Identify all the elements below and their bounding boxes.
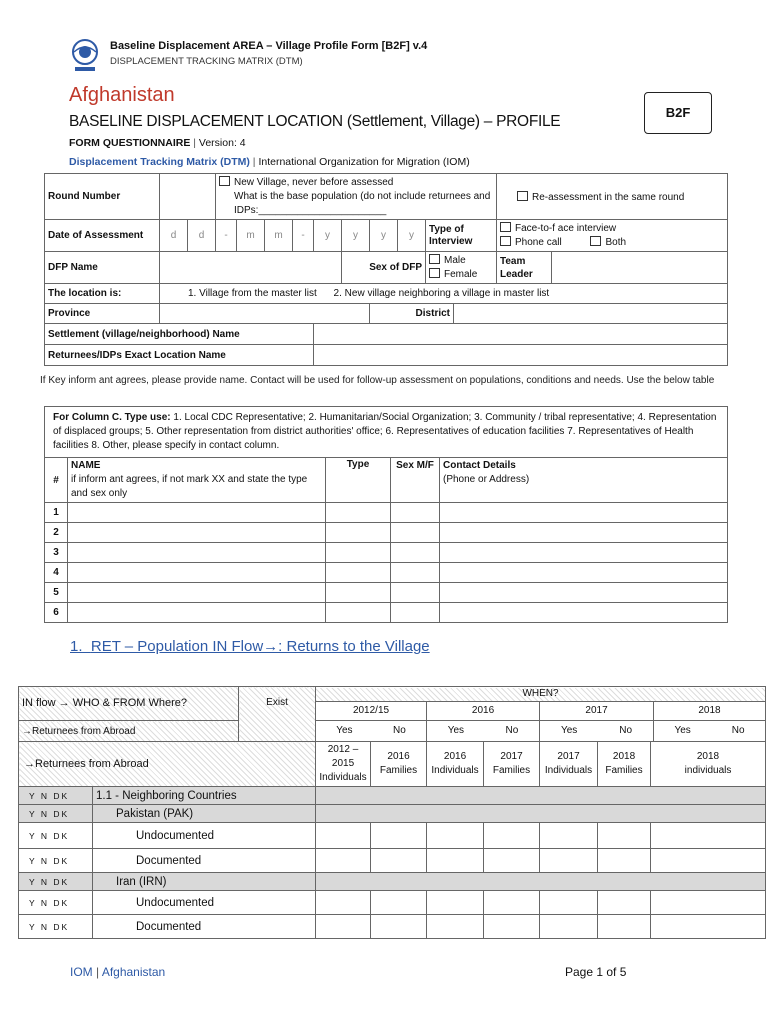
male-option[interactable]: Male <box>429 254 493 268</box>
value-cell[interactable] <box>371 823 427 849</box>
ynd-options[interactable]: Y N DK <box>19 849 93 873</box>
contact-cell[interactable] <box>440 503 728 523</box>
header-subtitle: DISPLACEMENT TRACKING MATRIX (DTM) <box>110 56 303 67</box>
type-cell[interactable] <box>326 563 391 583</box>
round-number-label: Round Number <box>45 174 160 220</box>
ynd-options[interactable]: Y N DK <box>19 805 93 823</box>
round-number-field[interactable] <box>160 174 216 220</box>
new-village-checkbox[interactable] <box>219 176 230 186</box>
type-of-interview-label: Type of Interview <box>426 220 497 252</box>
value-cell[interactable] <box>540 915 598 939</box>
assessment-form-table <box>44 173 728 366</box>
value-cell[interactable] <box>316 915 371 939</box>
row-number: 3 <box>45 543 68 563</box>
col-2012-15-individuals: 2012 – 2015 Individuals <box>316 742 371 787</box>
dtm-line: Displacement Tracking Matrix (DTM) | International Organization for Migration (IOM) <box>69 156 470 168</box>
header-title: Baseline Displacement AREA – Village Profile Form [B2F] v.4 <box>110 40 428 52</box>
row-number: 1 <box>45 503 68 523</box>
team-leader-field[interactable] <box>552 252 728 284</box>
province-label: Province <box>45 304 160 324</box>
male-checkbox[interactable] <box>429 254 440 264</box>
value-cell[interactable] <box>427 823 484 849</box>
value-cell[interactable] <box>540 849 598 873</box>
table-row <box>45 563 728 583</box>
ynd-options[interactable]: Y N DK <box>19 823 93 849</box>
returnees-abroad-header: →Returnees from Abroad <box>19 742 316 787</box>
location-option-2[interactable]: 2. New village neighboring a village in master list <box>333 288 550 299</box>
table-row <box>19 805 766 823</box>
col-2018-families: 2018 Families <box>598 742 651 787</box>
name-cell[interactable] <box>68 503 326 523</box>
shaded-cell <box>316 805 766 823</box>
category-label: Pakistan (PAK) <box>93 805 316 823</box>
col-contact-header: Contact Details <box>443 460 516 471</box>
female-option[interactable]: Female <box>429 268 493 282</box>
col-2017-families: 2017 Families <box>484 742 540 787</box>
col-2018-individuals: 2018 individuals <box>651 742 766 787</box>
sex-cell[interactable] <box>391 583 440 603</box>
name-cell[interactable] <box>68 583 326 603</box>
exact-location-field[interactable] <box>314 345 728 366</box>
category-label: Undocumented <box>93 891 316 915</box>
dtm-name: Displacement Tracking Matrix (DTM) <box>69 156 250 168</box>
form-questionnaire-line: FORM QUESTIONNAIRE | Version: 4 <box>69 137 246 149</box>
face-to-face-option[interactable]: Face-to-f ace interview <box>500 222 724 236</box>
value-cell[interactable] <box>316 823 371 849</box>
col-contact-sub: (Phone or Address) <box>443 474 530 485</box>
category-label: Undocumented <box>93 823 316 849</box>
table-row <box>45 523 728 543</box>
date-cell[interactable]: d <box>188 220 216 252</box>
no-label: No <box>393 725 406 736</box>
ynd-options[interactable]: Y N DK <box>19 873 93 891</box>
no-label: No <box>731 725 745 736</box>
table-row <box>45 603 728 623</box>
date-cell: - <box>293 220 314 252</box>
year-2018: 2018 <box>698 704 721 716</box>
value-cell[interactable] <box>427 849 484 873</box>
table-row <box>19 787 766 805</box>
year-2012-15: 2012/15 <box>316 702 427 720</box>
team-leader-label: Team Leader <box>497 252 552 284</box>
contact-cell[interactable] <box>440 543 728 563</box>
col-sex-header: Sex M/F <box>391 458 440 503</box>
new-village-option[interactable]: New Village, never before assessed <box>219 176 493 190</box>
no-label: No <box>505 725 519 736</box>
value-cell[interactable] <box>540 823 598 849</box>
row-number: 4 <box>45 563 68 583</box>
col-2016-individuals: 2016 Individuals <box>427 742 484 787</box>
ynd-options[interactable]: Y N DK <box>19 787 93 805</box>
col-2017-individuals: 2017 Individuals <box>540 742 598 787</box>
district-field[interactable] <box>454 304 728 324</box>
sex-of-dfp-label: Sex of DFP <box>342 252 426 284</box>
contact-cell[interactable] <box>440 603 728 623</box>
value-cell[interactable] <box>371 915 427 939</box>
col-name-header: NAME <box>71 460 101 471</box>
district-label: District <box>370 304 454 324</box>
date-cell[interactable]: y <box>398 220 426 252</box>
location-option-1[interactable]: 1. Village from the master list <box>188 288 317 299</box>
date-cell[interactable]: m <box>237 220 265 252</box>
name-cell[interactable] <box>68 523 326 543</box>
sex-cell[interactable] <box>391 563 440 583</box>
reassessment-checkbox[interactable] <box>517 191 528 201</box>
type-cell[interactable] <box>326 523 391 543</box>
type-legend-label: For Column C. Type use: <box>53 412 171 423</box>
value-cell[interactable] <box>427 915 484 939</box>
value-cell[interactable] <box>484 891 540 915</box>
year-2017: 2017 <box>540 702 654 720</box>
sex-cell[interactable] <box>391 603 440 623</box>
contacts-table <box>44 406 728 623</box>
both-option[interactable]: Both <box>590 237 626 248</box>
contact-cell[interactable] <box>440 563 728 583</box>
col-name-sub: if inform ant agrees, if not mark XX and state the type and sex only <box>71 474 308 499</box>
category-label: Documented <box>93 849 316 873</box>
row-number: 6 <box>45 603 68 623</box>
section-1-number: 1. <box>70 638 83 655</box>
name-cell[interactable] <box>68 603 326 623</box>
value-cell[interactable] <box>598 823 651 849</box>
form-code-badge: B2F <box>644 92 712 134</box>
both-checkbox[interactable] <box>590 236 601 246</box>
row-number: 5 <box>45 583 68 603</box>
female-checkbox[interactable] <box>429 268 440 278</box>
returnees-abroad-subheader: →Returnees from Abroad <box>19 721 239 742</box>
no-label: No <box>619 725 633 736</box>
date-cell[interactable]: y <box>314 220 342 252</box>
iom-name: International Organization for Migration (IOM) <box>258 156 470 168</box>
phone-call-checkbox[interactable] <box>500 236 511 246</box>
section-1-heading <box>70 638 430 655</box>
settlement-name-field[interactable] <box>314 324 728 345</box>
shaded-cell <box>316 873 766 891</box>
col-2016-families: 2016 Families <box>371 742 427 787</box>
form-questionnaire-label: FORM QUESTIONNAIRE <box>69 137 191 149</box>
informant-instructions: If Key inform ant agrees, please provide name. Contact will be used for follow-up assessment on populations, conditions and needs. Use the below table <box>40 375 715 386</box>
value-cell[interactable] <box>651 891 766 915</box>
value-cell[interactable] <box>316 891 371 915</box>
type-cell[interactable] <box>326 503 391 523</box>
col-num-header: # <box>45 458 68 503</box>
date-cell: - <box>216 220 237 252</box>
table-row <box>45 543 728 563</box>
value-cell[interactable] <box>484 849 540 873</box>
value-cell[interactable] <box>651 823 766 849</box>
value-cell[interactable] <box>598 849 651 873</box>
footer-country: Afghanistan <box>101 965 166 979</box>
value-cell[interactable] <box>371 849 427 873</box>
value-cell[interactable] <box>540 891 598 915</box>
inflow-header: IN flow → WHO & FROM Where? <box>19 687 239 721</box>
footer-org: IOM <box>70 965 93 979</box>
table-row <box>19 849 766 873</box>
sex-cell[interactable] <box>391 543 440 563</box>
name-cell[interactable] <box>68 543 326 563</box>
type-cell[interactable] <box>326 583 391 603</box>
shaded-cell <box>316 787 766 805</box>
date-cell[interactable]: d <box>160 220 188 252</box>
contact-cell[interactable] <box>440 523 728 543</box>
date-of-assessment-label: Date of Assessment <box>45 220 160 252</box>
returns-table <box>18 686 766 939</box>
province-field[interactable] <box>160 304 370 324</box>
table-row <box>19 891 766 915</box>
table-row <box>19 873 766 891</box>
date-cell[interactable]: m <box>265 220 293 252</box>
yes-label: Yes <box>336 725 353 736</box>
type-legend-text: 1. Local CDC Representative; 2. Humanitarian/Social Organization; 3. Community / tribal representative; 4. Representation of displaced groups; 5. Other representation from district authorities' office; 6. Representatives of education facilities 7. Representatives of Health facilities 8. Other, please specify in contact column. <box>53 412 717 451</box>
base-population-field[interactable]: What is the base population (do not include returnees and IDPs:_______________________ <box>234 190 491 216</box>
location-options[interactable] <box>160 284 728 304</box>
page-number: Page 1 of 5 <box>565 965 627 979</box>
settlement-name-label: Settlement (village/neighborhood) Name <box>45 324 314 345</box>
dfp-name-label: DFP Name <box>45 252 160 284</box>
table-row <box>45 503 728 523</box>
value-cell[interactable] <box>427 891 484 915</box>
sex-cell[interactable] <box>391 503 440 523</box>
value-cell[interactable] <box>484 915 540 939</box>
category-label: Documented <box>93 915 316 939</box>
value-cell[interactable] <box>598 891 651 915</box>
row-number: 2 <box>45 523 68 543</box>
yes-label: Yes <box>447 725 465 736</box>
category-label: 1.1 - Neighboring Countries <box>93 787 316 805</box>
when-header: WHEN? <box>316 688 765 702</box>
yes-label: Yes <box>674 725 691 736</box>
location-is-label: The location is: <box>45 284 160 304</box>
col-type-header: Type <box>326 458 391 503</box>
sex-cell[interactable] <box>391 523 440 543</box>
type-legend <box>45 407 728 458</box>
exist-header: Exist <box>239 687 316 742</box>
category-label: Iran (IRN) <box>93 873 316 891</box>
value-cell[interactable] <box>371 891 427 915</box>
reassessment-option[interactable]: Re-assessment in the same round <box>497 174 728 220</box>
footer-left: IOM | Afghanistan <box>70 965 166 979</box>
face-to-face-checkbox[interactable] <box>500 222 511 232</box>
yes-label: Yes <box>560 725 578 736</box>
form-version: Version: 4 <box>198 137 246 149</box>
date-cell[interactable]: y <box>370 220 398 252</box>
name-cell[interactable] <box>68 563 326 583</box>
value-cell[interactable] <box>316 849 371 873</box>
section-1-title: RET – Population IN Flow→: Returns to the Village <box>90 638 430 655</box>
value-cell[interactable] <box>484 823 540 849</box>
value-cell[interactable] <box>598 915 651 939</box>
type-cell[interactable] <box>326 603 391 623</box>
iom-logo-icon <box>70 38 100 74</box>
table-row <box>19 823 766 849</box>
page-title: BASELINE DISPLACEMENT LOCATION (Settlement, Village) – PROFILE <box>69 113 561 130</box>
year-2016: 2016 <box>427 702 540 720</box>
table-row <box>45 583 728 603</box>
dfp-name-field[interactable] <box>160 252 342 284</box>
ynd-options[interactable]: Y N DK <box>19 915 93 939</box>
ynd-options[interactable]: Y N DK <box>19 891 93 915</box>
exact-location-label: Returnees/IDPs Exact Location Name <box>45 345 314 366</box>
country-title: Afghanistan <box>69 84 175 106</box>
type-cell[interactable] <box>326 543 391 563</box>
contact-cell[interactable] <box>440 583 728 603</box>
value-cell[interactable] <box>651 849 766 873</box>
phone-call-option[interactable]: Phone call Both <box>500 236 724 250</box>
date-cell[interactable]: y <box>342 220 370 252</box>
value-cell[interactable] <box>651 915 766 939</box>
table-row <box>19 915 766 939</box>
